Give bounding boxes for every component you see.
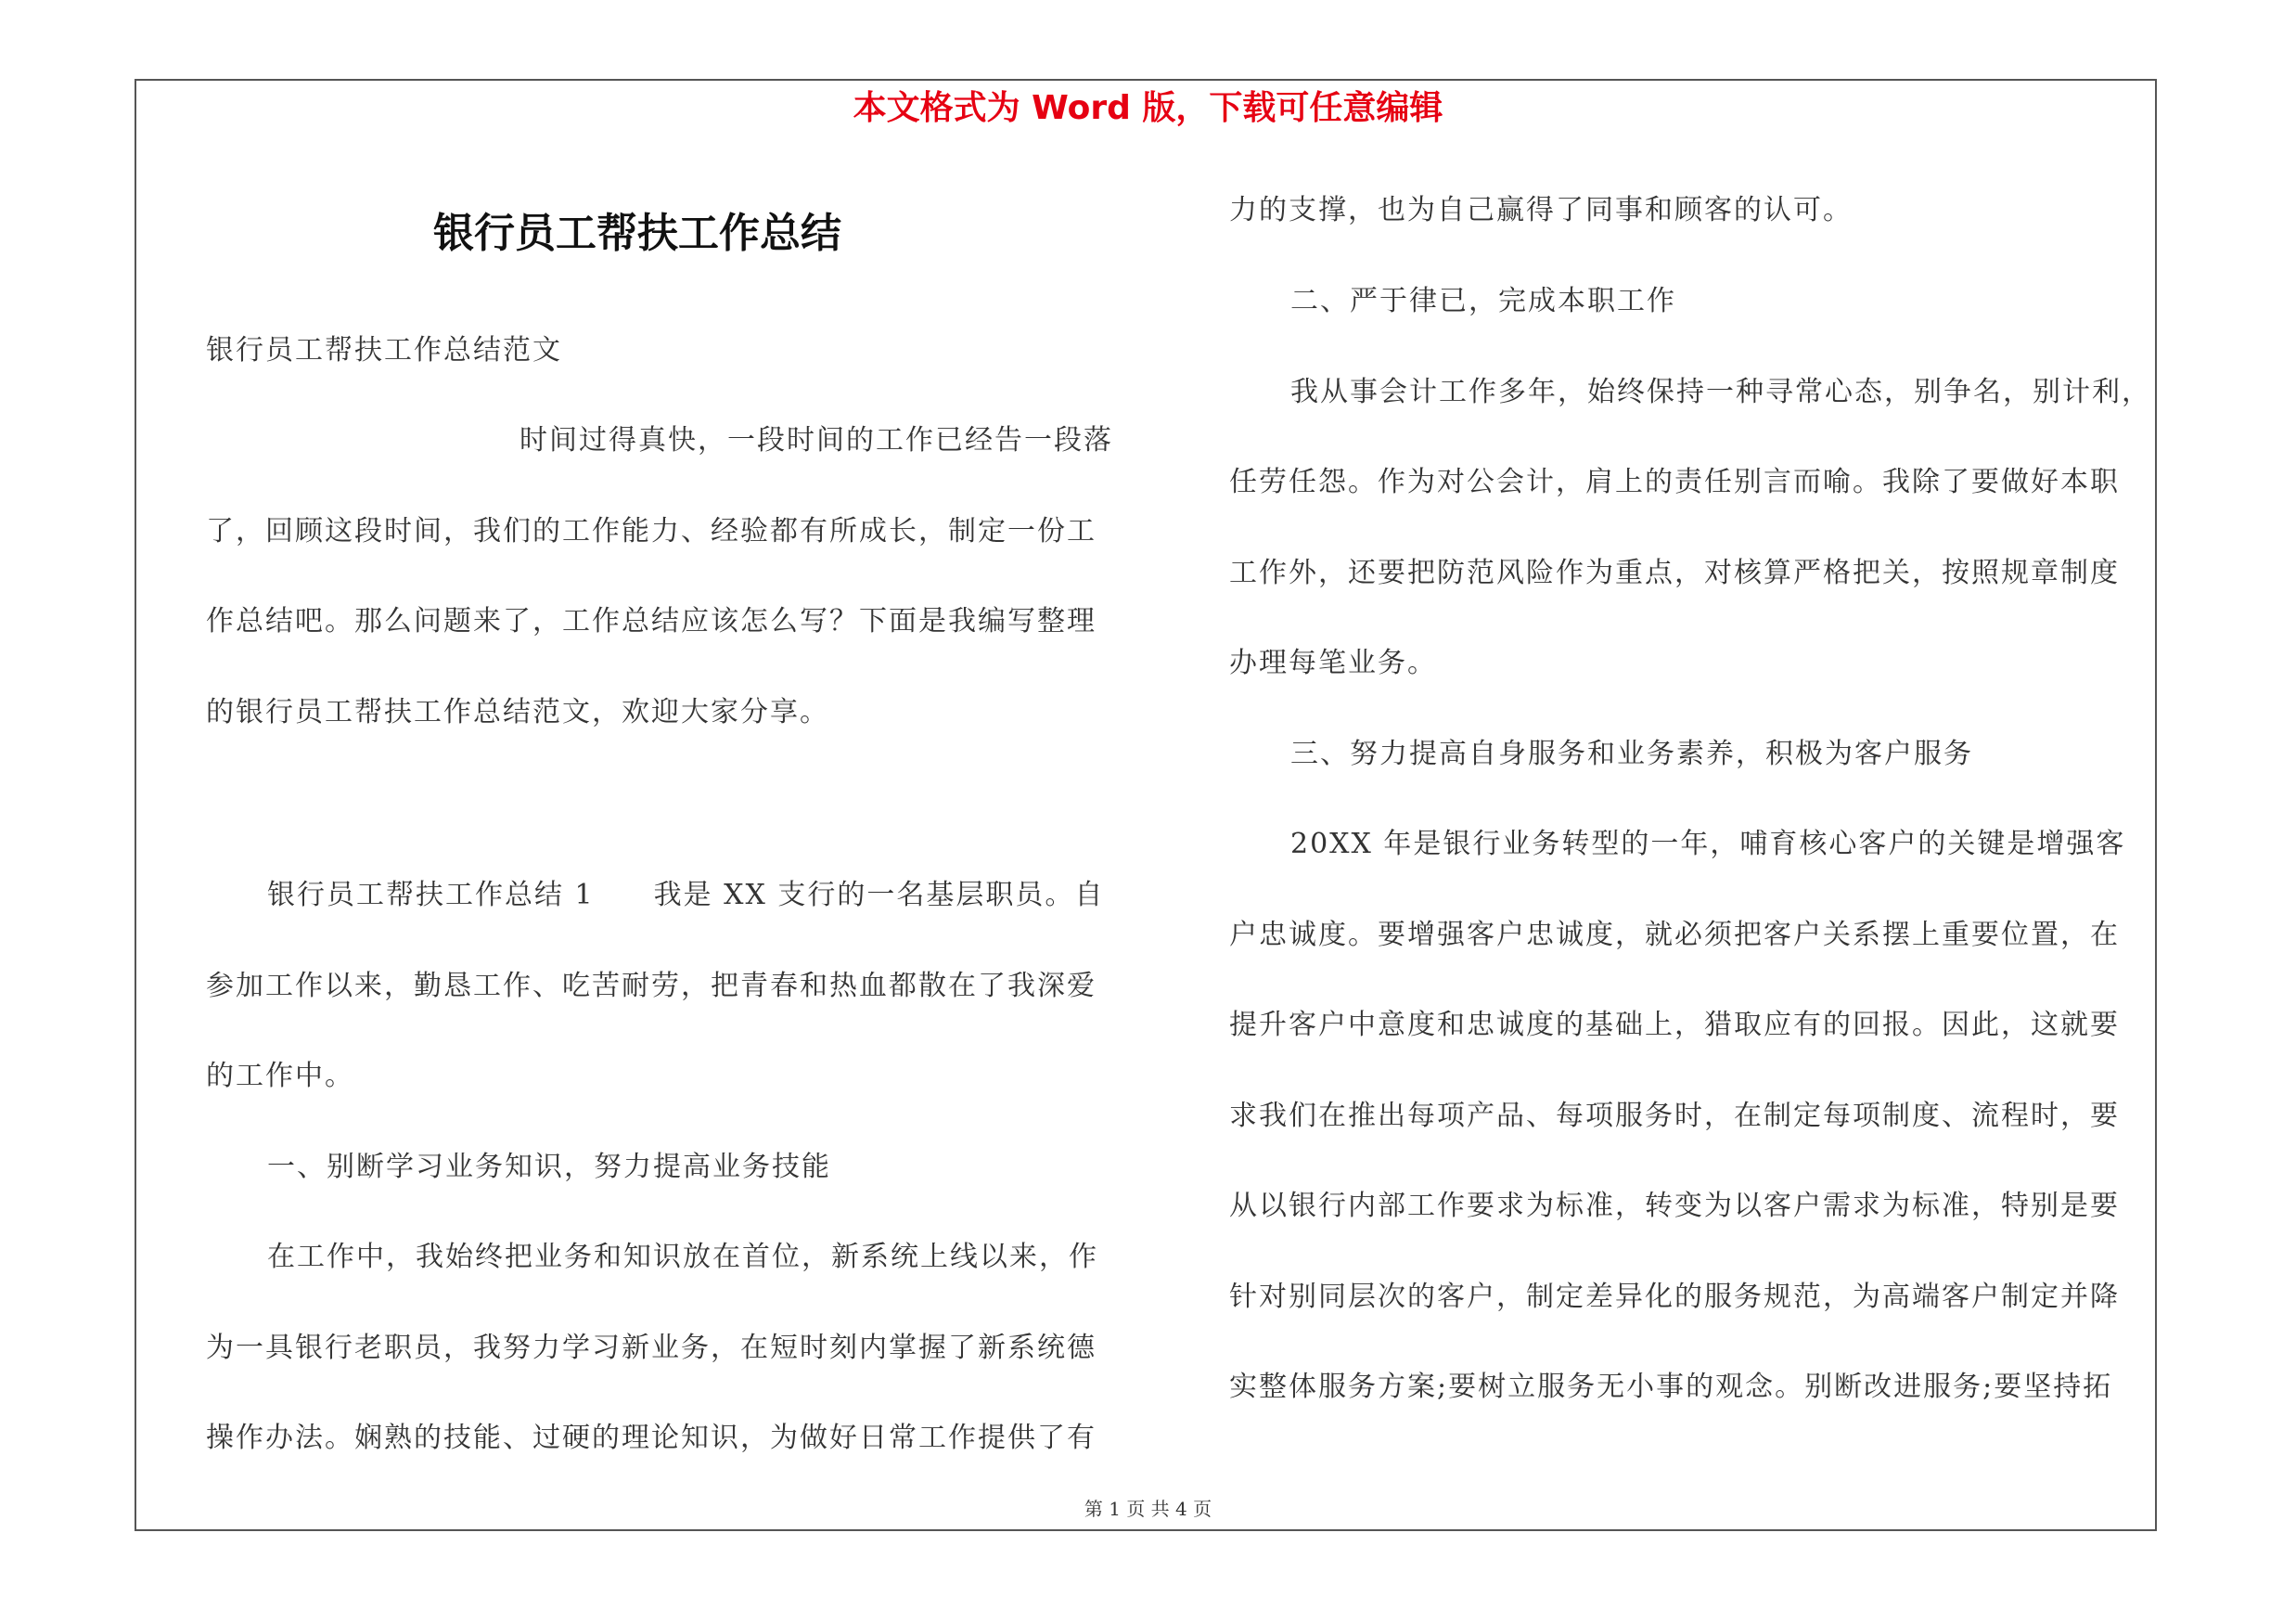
paragraph-line: 办理每笔业务。 [1229, 647, 1437, 679]
paragraph-line: 提升客户中意度和忠诚度的基础上，猎取应有的回报。因此，这就要 [1229, 1009, 2120, 1041]
page-number-footer: 第 1 页 共 4 页 [1084, 1498, 1212, 1520]
paragraph-line: 参加工作以来，勤恳工作、吃苦耐劳，把青春和热血都散在了我深爱 [206, 970, 1097, 1002]
section-heading: 一、别断学习业务知识，努力提高业务技能 [267, 1151, 831, 1183]
paragraph-line: 工作外，还要把防范风险作为重点，对核算严格把关，按照规章制度 [1229, 557, 2120, 589]
paragraph-line: 作总结吧。那么问题来了，工作总结应该怎么写？下面是我编写整理 [206, 605, 1097, 638]
paragraph-line: 20XX 年是银行业务转型的一年，哺育核心客户的关键是增强客 [1290, 828, 2126, 860]
paragraph-line: 求我们在推出每项产品、每项服务时，在制定每项制度、流程时，要 [1229, 1100, 2120, 1132]
paragraph-line: 实整体服务方案;要树立服务无小事的观念。别断改进服务;要坚持拓 [1229, 1371, 2113, 1403]
paragraph-line: 任劳任怨。作为对公会计，肩上的责任别言而喻。我除了要做好本职 [1229, 466, 2120, 498]
paragraph-line: 操作办法。娴熟的技能、过硬的理论知识，为做好日常工作提供了有 [206, 1422, 1097, 1454]
section-heading: 二、严于律已，完成本职工作 [1290, 285, 1676, 317]
paragraph-line: 为一具银行老职员，我努力学习新业务，在短时刻内掌握了新系统德 [206, 1332, 1097, 1364]
subtitle-line: 银行员工帮扶工作总结范文 [206, 334, 562, 367]
paragraph-line: 户忠诚度。要增强客户忠诚度，就必须把客户关系摆上重要位置，在 [1229, 919, 2120, 951]
paragraph-line: 银行员工帮扶工作总结 1 我是 XX 支行的一名基层职员。自 [267, 879, 1105, 911]
paragraph-line: 力的支撑，也为自己赢得了同事和顾客的认可。 [1229, 194, 1853, 226]
paragraph-line: 的工作中。 [206, 1060, 354, 1092]
document-title: 银行员工帮扶工作总结 [433, 210, 841, 257]
section-heading: 三、努力提高自身服务和业务素养，积极为客户服务 [1290, 738, 1973, 770]
paragraph-line: 时间过得真快，一段时间的工作已经告一段落 [519, 424, 1113, 457]
word-format-banner: 本文格式为 Word 版，下载可任意编辑 [853, 89, 1443, 127]
paragraph-line: 我从事会计工作多年，始终保持一种寻常心态，别争名，别计利， [1290, 376, 2151, 408]
paragraph-line: 针对别同层次的客户，制定差异化的服务规范，为高端客户制定并降 [1229, 1281, 2120, 1313]
paragraph-line: 了，回顾这段时间，我们的工作能力、经验都有所成长，制定一份工 [206, 515, 1097, 547]
paragraph-line: 在工作中，我始终把业务和知识放在首位，新系统上线以来，作 [267, 1241, 1098, 1273]
paragraph-line: 的银行员工帮扶工作总结范文，欢迎大家分享。 [206, 696, 829, 728]
paragraph-line: 从以银行内部工作要求为标准，转变为以客户需求为标准，特别是要 [1229, 1190, 2120, 1222]
